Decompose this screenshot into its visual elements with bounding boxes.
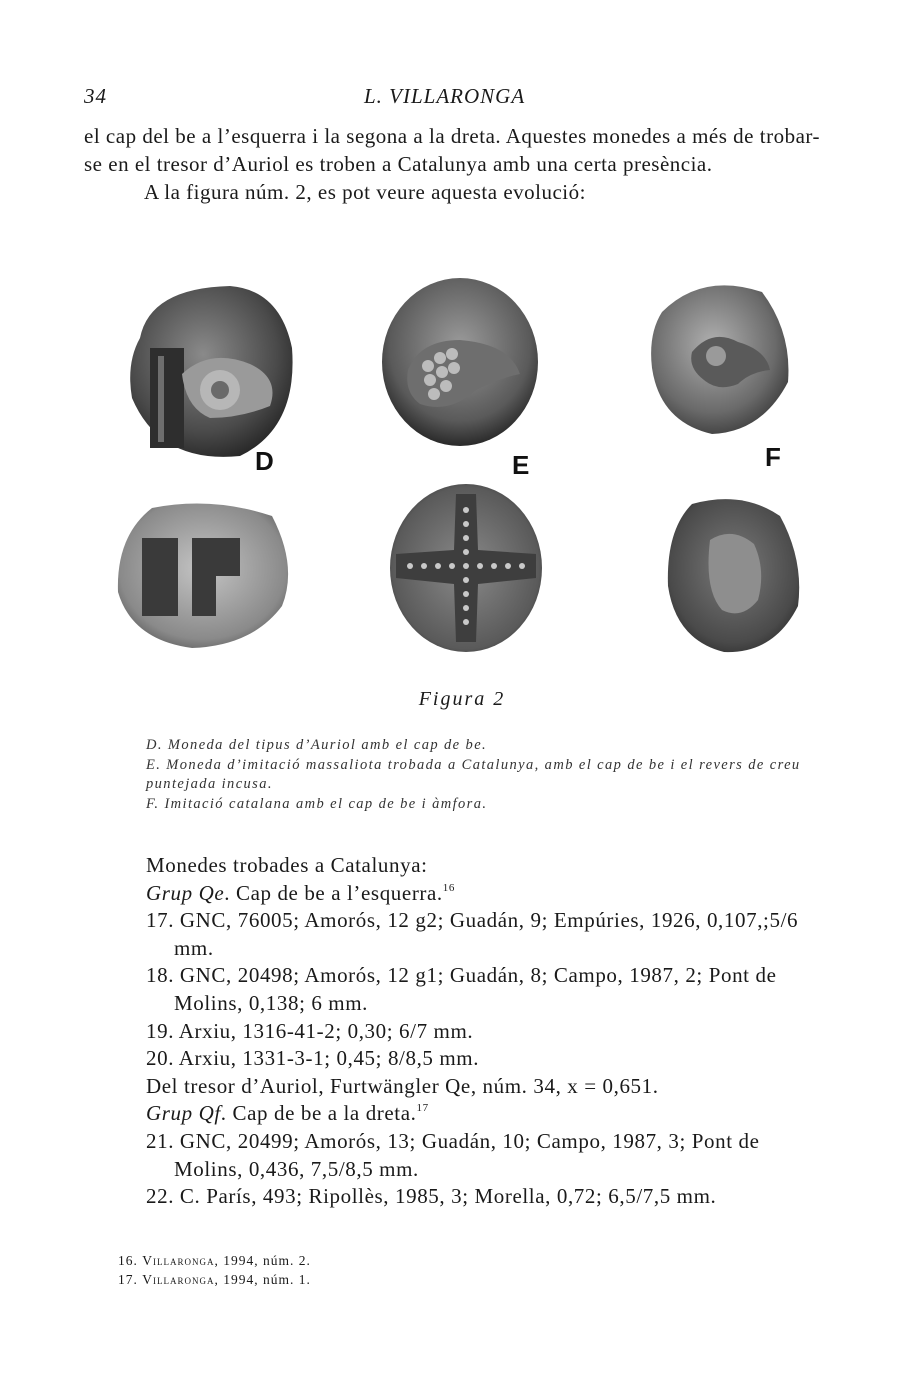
coin-list (146, 852, 826, 1211)
footnote-17: 17. Villaronga, 1994, núm. 1. (118, 1271, 311, 1287)
group-name: Grup Qe (146, 880, 225, 905)
list-item: 21. GNC, 20499; Amorós, 13; Guadán, 10; Campo, 1987, 3; Pont de Molins, 0,436, 7,5/8,5 mm. (146, 1128, 760, 1181)
footnote-16: 16. Villaronga, 1994, núm. 2. (118, 1253, 311, 1268)
paragraph: A la figura núm. 2, es pot veure aquesta evolució: (144, 180, 586, 204)
list-item: 20. Arxiu, 1331-3-1; 0,45; 8/8,5 mm. (146, 1046, 480, 1071)
group-heading-qf: Grup Qf. Cap de be a la dreta.$^{17}$ (146, 1101, 429, 1126)
coin-d-obverse-photo (120, 278, 300, 464)
coin-f-reverse-photo (662, 490, 804, 656)
list-item: 17. GNC, 76005; Amorós, 12 g2; Guadán, 9; Empúries, 1926, 0,107,;5/6 mm. (146, 908, 799, 960)
footnote-author: Villaronga (142, 1253, 215, 1268)
legend-item-e: E. Moneda d’imitació massaliota trobada a Catalunya, amb el cap de be i el revers de creu puntejada incusa. (146, 756, 801, 792)
group-heading-qe: Grup Qe. Cap de be a l’esquerra.$^{16}$ (146, 880, 455, 905)
coin-e-reverse-photo (386, 480, 546, 654)
legend-item-d: D. Moneda del tipus d’Auriol amb el cap de be. (146, 737, 488, 753)
running-author: L. VILLARONGA (364, 84, 526, 108)
footnote-ref: 17 (416, 1102, 429, 1115)
list-item: 19. Arxiu, 1316-41-2; 0,30; 6/7 mm. (146, 1018, 474, 1043)
footnotes (118, 1252, 718, 1289)
coin-f-obverse-photo (642, 272, 796, 438)
list-note: Del tresor d’Auriol, Furtwängler Qe, núm. 34, x = 0,651. (146, 1073, 659, 1098)
figure-title: Figura 2 (418, 688, 506, 710)
page-number: 34 (84, 84, 107, 108)
coin-figure (110, 270, 820, 670)
running-header (84, 84, 544, 114)
coin-d-reverse-photo (112, 496, 298, 650)
figure-label-e: E (512, 450, 530, 480)
list-item: 22. C. París, 493; Ripollès, 1985, 3; Morella, 0,72; 6,5/7,5 mm. (146, 1184, 717, 1209)
legend-item-f: F. Imitació catalana amb el cap de be i àmfora. (146, 795, 488, 812)
figure-legend (146, 736, 826, 814)
footnote-ref: 16 (442, 881, 455, 894)
list-intro: Monedes trobades a Catalunya: (146, 853, 428, 877)
list-item: 18. GNC, 20498; Amorós, 12 g1; Guadán, 8; Campo, 1987, 2; Pont de Molins, 0,138; 6 mm. (146, 963, 777, 1015)
footnote-author: Villaronga (142, 1271, 215, 1287)
paragraph: el cap del be a l’esquerra i la segona a la dreta. Aquestes monedes a més de trobar-se en el tresor d’Auriol es troben a Catalunya amb una certa presència. (84, 124, 820, 176)
coin-e-obverse-photo (380, 274, 540, 448)
figure-label-d: D (255, 446, 274, 476)
body-text (84, 122, 820, 206)
figure-label-f: F (765, 442, 781, 472)
group-name: Grup Qf (146, 1101, 221, 1126)
